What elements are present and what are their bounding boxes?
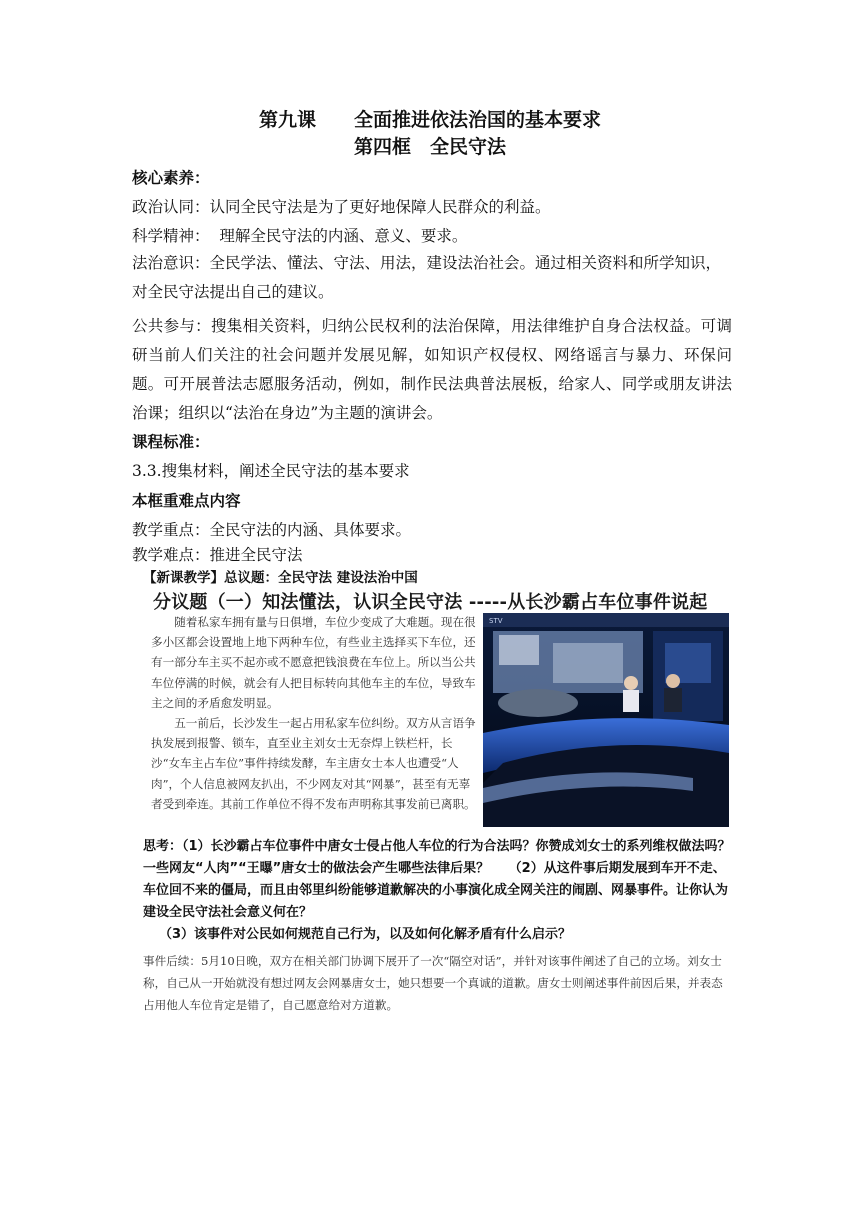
teaching-focus: 教学重点：全民守法的内涵、具体要求。	[132, 521, 412, 539]
core-item-science	[132, 224, 467, 246]
core-item-text: 认同全民守法是为了更好地保障人民群众的利益。	[209, 198, 551, 216]
core-item-text: 全民学法、懂法、守法、用法，建设法治社会。通过相关资料和所学知识，对全民守法提出自己的建议。	[132, 254, 722, 301]
frame-title: 第四框 全民守法	[353, 136, 506, 158]
teaching-difficulty: 教学难点：推进全民守法	[132, 546, 303, 564]
core-item-text: 理解全民守法的内涵、意义、要求。	[209, 227, 468, 245]
keypoints-heading: 本框重难点内容	[132, 492, 241, 510]
core-item-label: 政治认同：	[132, 198, 210, 216]
core-item-law	[132, 249, 732, 307]
core-item-public	[132, 312, 732, 428]
question-three: （3）该事件对公民如何规范自己行为，以及如何化解矛盾有什么启示？	[159, 927, 572, 942]
core-item-label: 科学精神：	[132, 227, 210, 245]
story-paragraph: 随着私家车拥有量与日俱增，车位少变成了大难题。现在很多小区都会设置地上地下两种车位，有些业主选择买下车位，还有一部分车主买不起亦或不愿意把钱浪费在车位上。所以当公共车位停满的时候，就会有人把目标转向其他车主的车位，导致车主之间的矛盾愈发明显。	[151, 615, 476, 710]
figure-questions	[143, 836, 733, 946]
figure-story	[151, 612, 481, 814]
core-item-label: 公共参与：	[132, 317, 211, 335]
standard-text: 3.3.搜集材料，阐述全民守法的基本要求	[132, 462, 410, 480]
core-item-text: 搜集相关资料，归纳公民权利的法治保障，用法律维护自身合法权益。可调研当前人们关注的社会问题并发展见解，如知识产权侵权、网络谣言与暴力、环保问题。可开展普法志愿服务活动，例如，制作民法典普法展板，给家人、同学或朋友讲法治课；组织以“法治在身边”为主题的演讲会。	[132, 317, 732, 422]
standard-heading: 课程标准：	[132, 433, 210, 451]
core-heading: 核心素养：	[132, 169, 210, 187]
story-paragraph: 五一前后，长沙发生一起占用私家车位纠纷。双方从言语争执发展到报警、锁车，直至业主刘女士无奈焊上铁栏杆，长沙“女车主占车位”事件持续发酵，车主唐女士本人也遭受“人肉”，个人信息被网友扒出，不少网友对其“网暴”，甚至有无辜者受到牵连。其前工作单位不得不发布声明称其事发前已离职。	[151, 716, 476, 811]
figure-banner: 【新课教学】总议题：全民守法 建设法治中国	[143, 570, 418, 586]
core-item-political	[132, 195, 551, 217]
lesson-case-figure	[143, 566, 733, 1016]
question-block: 思考：（1）长沙霸占车位事件中唐女士侵占他人车位的行为合法吗？你赞成刘女士的系列维权做法吗？一些网友“人肉”“王曝”唐女士的做法会产生哪些法律后果？ （2）从这件事后期发展到车开不走、车位回不来的僵局，而且由邻里纠纷能够道歉解决的小事演化成全网关注的闹剧、网暴事件。让你认为建设全民守法社会意义何在？	[143, 839, 731, 920]
photo-label: STV	[489, 617, 503, 625]
news-studio-photo	[483, 613, 729, 827]
figure-followup: 事件后续：5月10日晚，双方在相关部门协调下展开了一次“隔空对话”，并针对该事件阐述了自己的立场。刘女士称，自己从一开始就没有想过网友会网暴唐女士，她只想要一个真诚的道歉。唐女士则阐述事件前因后果，并表态占用他人车位肯定是错了，自己愿意给对方道歉。	[143, 954, 723, 1012]
lesson-title: 第九课 全面推进依法治国的基本要求	[258, 109, 601, 131]
core-item-label: 法治意识：	[132, 254, 210, 272]
figure-subtopic: 分议题（一）知法懂法，认识全民守法 -----从长沙霸占车位事件说起	[153, 592, 708, 613]
